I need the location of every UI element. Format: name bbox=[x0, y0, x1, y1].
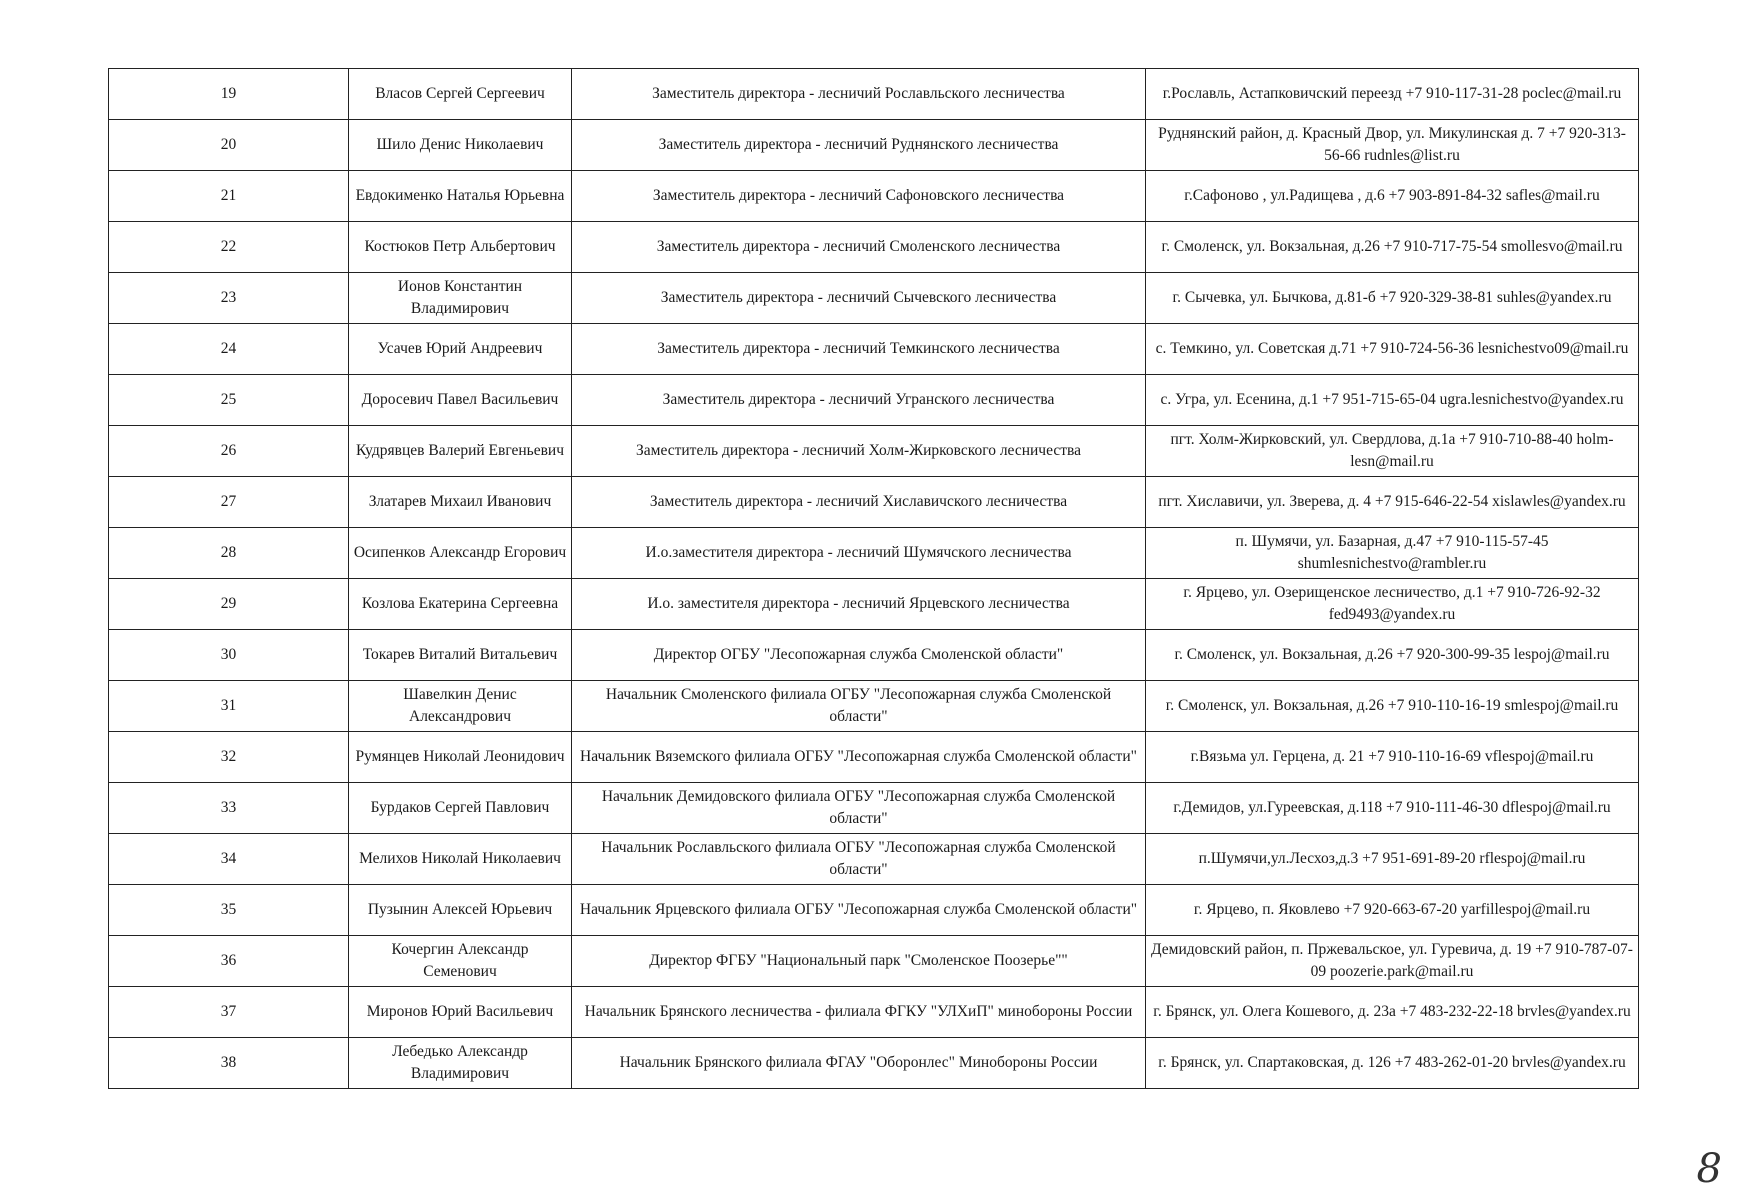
position-cell: Начальник Демидовского филиала ОГБУ "Лесопожарная служба Смоленской области" bbox=[572, 783, 1146, 834]
name-cell: Лебедько Александр Владимирович bbox=[349, 1038, 572, 1089]
handwritten-page-number: 8 bbox=[1696, 1146, 1722, 1192]
contact-cell: г. Ярцево, п. Яковлево +7 920-663-67-20 yarfillespoj@mail.ru bbox=[1146, 885, 1639, 936]
name-cell: Костюков Петр Альбертович bbox=[349, 222, 572, 273]
row-number-cell: 22 bbox=[109, 222, 349, 273]
table-row bbox=[109, 324, 1639, 375]
row-number-cell: 31 bbox=[109, 681, 349, 732]
row-number-cell: 23 bbox=[109, 273, 349, 324]
contact-cell: г. Смоленск, ул. Вокзальная, д.26 +7 910-717-75-54 smollesvo@mail.ru bbox=[1146, 222, 1639, 273]
name-cell: Мелихов Николай Николаевич bbox=[349, 834, 572, 885]
table-row bbox=[109, 783, 1639, 834]
row-number-cell: 34 bbox=[109, 834, 349, 885]
position-cell: Начальник Смоленского филиала ОГБУ "Лесопожарная служба Смоленской области" bbox=[572, 681, 1146, 732]
contact-cell: с. Темкино, ул. Советская д.71 +7 910-724-56-36 lesnichestvo09@mail.ru bbox=[1146, 324, 1639, 375]
name-cell: Миронов Юрий Васильевич bbox=[349, 987, 572, 1038]
contact-cell: п.Шумячи,ул.Лесхоз,д.3 +7 951-691-89-20 rflespoj@mail.ru bbox=[1146, 834, 1639, 885]
row-number-cell: 36 bbox=[109, 936, 349, 987]
position-cell: Заместитель директора - лесничий Угранского лесничества bbox=[572, 375, 1146, 426]
row-number-cell: 26 bbox=[109, 426, 349, 477]
table-row bbox=[109, 273, 1639, 324]
row-number-cell: 28 bbox=[109, 528, 349, 579]
contact-cell: пгт. Хиславичи, ул. Зверева, д. 4 +7 915-646-22-54 xislawles@yandex.ru bbox=[1146, 477, 1639, 528]
position-cell: Заместитель директора - лесничий Рославльского лесничества bbox=[572, 69, 1146, 120]
name-cell: Кудрявцев Валерий Евгеньевич bbox=[349, 426, 572, 477]
table-row bbox=[109, 630, 1639, 681]
table-row bbox=[109, 528, 1639, 579]
position-cell: Заместитель директора - лесничий Холм-Жирковского лесничества bbox=[572, 426, 1146, 477]
row-number-cell: 38 bbox=[109, 1038, 349, 1089]
contact-cell: г. Брянск, ул. Спартаковская, д. 126 +7 483-262-01-20 brvles@yandex.ru bbox=[1146, 1038, 1639, 1089]
row-number-cell: 37 bbox=[109, 987, 349, 1038]
position-cell: Заместитель директора - лесничий Сафоновского лесничества bbox=[572, 171, 1146, 222]
position-cell: Заместитель директора - лесничий Сычевского лесничества bbox=[572, 273, 1146, 324]
row-number-cell: 35 bbox=[109, 885, 349, 936]
table-row bbox=[109, 885, 1639, 936]
table-row bbox=[109, 936, 1639, 987]
contact-cell: г.Рославль, Астапковичский переезд +7 910-117-31-28 poclec@mail.ru bbox=[1146, 69, 1639, 120]
name-cell: Шавелкин Денис Александрович bbox=[349, 681, 572, 732]
position-cell: Начальник Брянского филиала ФГАУ "Оборонлес" Минобороны России bbox=[572, 1038, 1146, 1089]
contact-cell: г.Демидов, ул.Гуреевская, д.118 +7 910-111-46-30 dflespoj@mail.ru bbox=[1146, 783, 1639, 834]
table-row bbox=[109, 987, 1639, 1038]
table-row bbox=[109, 69, 1639, 120]
position-cell: И.о. заместителя директора - лесничий Ярцевского лесничества bbox=[572, 579, 1146, 630]
contact-cell: Руднянский район, д. Красный Двор, ул. Микулинская д. 7 +7 920-313-56-66 rudnles@list.ru bbox=[1146, 120, 1639, 171]
name-cell: Румянцев Николай Леонидович bbox=[349, 732, 572, 783]
name-cell: Кочергин Александр Семенович bbox=[349, 936, 572, 987]
position-cell: И.о.заместителя директора - лесничий Шумячского лесничества bbox=[572, 528, 1146, 579]
table-row bbox=[109, 579, 1639, 630]
name-cell: Доросевич Павел Васильевич bbox=[349, 375, 572, 426]
name-cell: Ионов Константин Владимирович bbox=[349, 273, 572, 324]
position-cell: Заместитель директора - лесничий Темкинского лесничества bbox=[572, 324, 1146, 375]
table-row bbox=[109, 222, 1639, 273]
name-cell: Козлова Екатерина Сергеевна bbox=[349, 579, 572, 630]
contact-cell: г. Смоленск, ул. Вокзальная, д.26 +7 910-110-16-19 smlespoj@mail.ru bbox=[1146, 681, 1639, 732]
table-body bbox=[109, 69, 1639, 1089]
position-cell: Начальник Вяземского филиала ОГБУ "Лесопожарная служба Смоленской области" bbox=[572, 732, 1146, 783]
name-cell: Власов Сергей Сергеевич bbox=[349, 69, 572, 120]
position-cell: Заместитель директора - лесничий Хиславичского лесничества bbox=[572, 477, 1146, 528]
contact-cell: г. Смоленск, ул. Вокзальная, д.26 +7 920-300-99-35 lespoj@mail.ru bbox=[1146, 630, 1639, 681]
contact-cell: г. Брянск, ул. Олега Кошевого, д. 23а +7 483-232-22-18 brvles@yandex.ru bbox=[1146, 987, 1639, 1038]
name-cell: Усачев Юрий Андреевич bbox=[349, 324, 572, 375]
contact-cell: пгт. Холм-Жирковский, ул. Свердлова, д.1а +7 910-710-88-40 holm-lesn@mail.ru bbox=[1146, 426, 1639, 477]
table-row bbox=[109, 834, 1639, 885]
row-number-cell: 21 bbox=[109, 171, 349, 222]
table-row bbox=[109, 732, 1639, 783]
table-row bbox=[109, 171, 1639, 222]
row-number-cell: 33 bbox=[109, 783, 349, 834]
name-cell: Осипенков Александр Егорович bbox=[349, 528, 572, 579]
table-row bbox=[109, 1038, 1639, 1089]
position-cell: Заместитель директора - лесничий Руднянского лесничества bbox=[572, 120, 1146, 171]
contact-cell: Демидовский район, п. Пржевальское, ул. Гуревича, д. 19 +7 910-787-07-09 poozerie.park@mail.ru bbox=[1146, 936, 1639, 987]
row-number-cell: 29 bbox=[109, 579, 349, 630]
contact-cell: с. Угра, ул. Есенина, д.1 +7 951-715-65-04 ugra.lesnichestvo@yandex.ru bbox=[1146, 375, 1639, 426]
row-number-cell: 25 bbox=[109, 375, 349, 426]
contact-cell: г. Ярцево, ул. Озерищенское лесничество, д.1 +7 910-726-92-32 fed9493@yandex.ru bbox=[1146, 579, 1639, 630]
contacts-table bbox=[108, 68, 1639, 1089]
table-row bbox=[109, 426, 1639, 477]
row-number-cell: 24 bbox=[109, 324, 349, 375]
table-row bbox=[109, 120, 1639, 171]
row-number-cell: 20 bbox=[109, 120, 349, 171]
name-cell: Пузынин Алексей Юрьевич bbox=[349, 885, 572, 936]
position-cell: Начальник Брянского лесничества - филиала ФГКУ "УЛХиП" минобороны России bbox=[572, 987, 1146, 1038]
name-cell: Токарев Виталий Витальевич bbox=[349, 630, 572, 681]
contact-cell: г.Сафоново , ул.Радищева , д.6 +7 903-891-84-32 safles@mail.ru bbox=[1146, 171, 1639, 222]
table-row bbox=[109, 477, 1639, 528]
name-cell: Златарев Михаил Иванович bbox=[349, 477, 572, 528]
position-cell: Директор ФГБУ "Национальный парк "Смоленское Поозерье"" bbox=[572, 936, 1146, 987]
position-cell: Начальник Рославльского филиала ОГБУ "Лесопожарная служба Смоленской области" bbox=[572, 834, 1146, 885]
table-row bbox=[109, 375, 1639, 426]
name-cell: Шило Денис Николаевич bbox=[349, 120, 572, 171]
contact-cell: г.Вязьма ул. Герцена, д. 21 +7 910-110-16-69 vflespoj@mail.ru bbox=[1146, 732, 1639, 783]
table-row bbox=[109, 681, 1639, 732]
contact-cell: г. Сычевка, ул. Бычкова, д.81-б +7 920-329-38-81 suhles@yandex.ru bbox=[1146, 273, 1639, 324]
row-number-cell: 19 bbox=[109, 69, 349, 120]
row-number-cell: 30 bbox=[109, 630, 349, 681]
name-cell: Бурдаков Сергей Павлович bbox=[349, 783, 572, 834]
row-number-cell: 32 bbox=[109, 732, 349, 783]
position-cell: Начальник Ярцевского филиала ОГБУ "Лесопожарная служба Смоленской области" bbox=[572, 885, 1146, 936]
contact-cell: п. Шумячи, ул. Базарная, д.47 +7 910-115-57-45 shumlesnichestvo@rambler.ru bbox=[1146, 528, 1639, 579]
row-number-cell: 27 bbox=[109, 477, 349, 528]
name-cell: Евдокименко Наталья Юрьевна bbox=[349, 171, 572, 222]
position-cell: Заместитель директора - лесничий Смоленского лесничества bbox=[572, 222, 1146, 273]
position-cell: Директор ОГБУ "Лесопожарная служба Смоленской области" bbox=[572, 630, 1146, 681]
